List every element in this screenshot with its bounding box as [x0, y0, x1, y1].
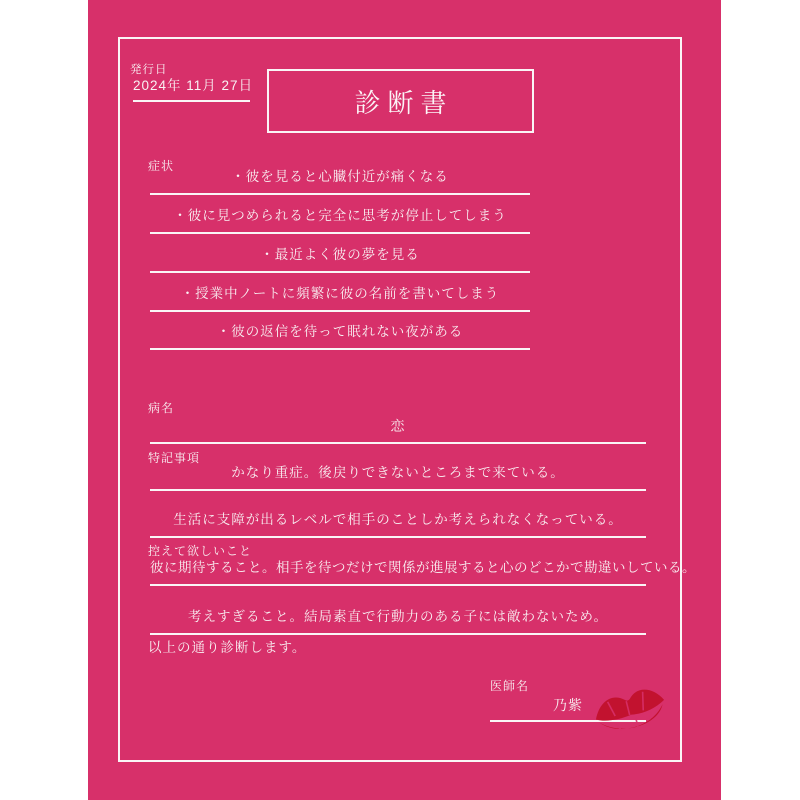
refrain-item [150, 559, 696, 586]
symptom-item [150, 323, 530, 350]
refrain-item [150, 608, 646, 635]
symptom-item [150, 246, 530, 273]
disease-name-label: 病名 [148, 401, 175, 415]
issue-date-label: 発行日 [130, 64, 168, 76]
symptom-text: ・彼の返信を待って眠れない夜がある [216, 324, 464, 339]
symptom-item [150, 285, 530, 312]
special-note-text: かなり重症。後戻りできないところまで来ている。 [231, 465, 565, 480]
doctor-name-value: 乃紫 [553, 697, 583, 713]
closing-statement [148, 639, 306, 657]
doctor-name-label: 医師名 [490, 679, 530, 693]
title-box [267, 69, 534, 133]
symptom-text: ・彼を見ると心臓付近が痛くなる [231, 169, 449, 184]
special-note-item [150, 511, 646, 538]
refrain-text: 彼に期待すること。相手を待つだけで関係が進展すると心のどこかで勘違いしている。 [150, 560, 696, 575]
symptom-item [150, 168, 530, 195]
refrain-label: 控えて欲しいこと [148, 544, 253, 558]
disease-name-value: 恋 [390, 418, 406, 434]
page-title: 診断書 [354, 87, 454, 118]
special-note-text: 生活に支障が出るレベルで相手のことしか考えられなくなっている。 [173, 512, 623, 527]
symptom-item [150, 207, 530, 234]
issue-date-field [133, 77, 254, 102]
symptoms-label: 症状 [148, 159, 175, 173]
refrain-text: 考えすぎること。結局素直で行動力のある子には敵わないため。 [188, 609, 608, 624]
symptom-text: ・彼に見つめられると完全に思考が停止してしまう [173, 208, 507, 223]
special-notes-label: 特記事項 [148, 451, 201, 465]
disease-name-field [150, 418, 646, 444]
symptom-text: ・授業中ノートに頻繁に彼の名前を書いてしまう [180, 286, 500, 301]
issue-date-value: 2024年 11月 27日 [133, 78, 254, 93]
symptom-text: ・最近よく彼の夢を見る [260, 247, 420, 262]
special-note-item [150, 464, 646, 491]
closing-text: 以上の通り診断します。 [148, 640, 307, 655]
